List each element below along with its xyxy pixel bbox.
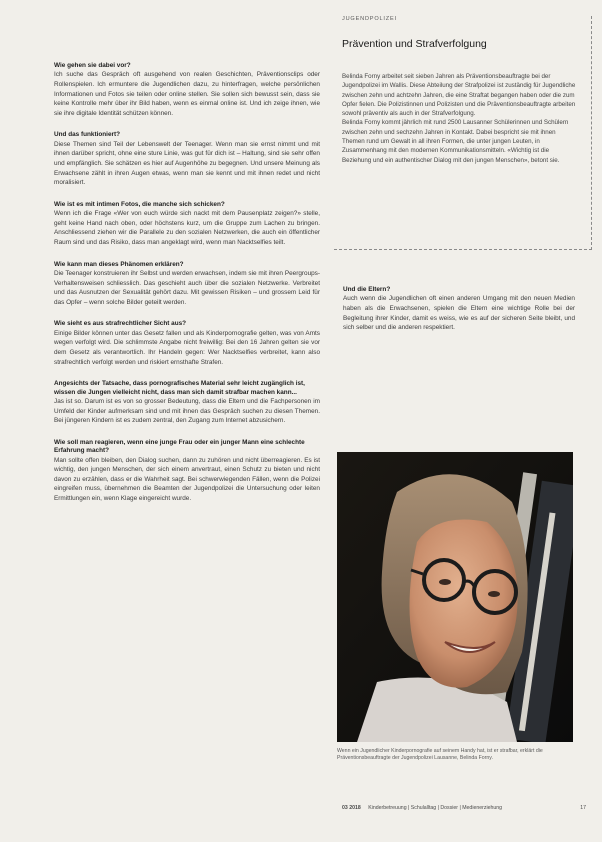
answer: Auch wenn die Jugendlichen oft einen anderen Umgang mit den neuen Medien haben als die Erwachsenen, spielen die Eltern eine wichtige Rolle bei der Begleitung ihrer Kinder, damit es weiss, wie es auf der sicheren Seite bleibt, und sich selber und die anderen respektiert. (343, 295, 575, 332)
interview-block (343, 286, 575, 333)
question: Angesichts der Tatsache, dass pornografisches Material sehr leicht zugänglich ist, wissen die Jungen vielleicht nicht, dass man sich damit strafbar machen kann... (54, 380, 305, 396)
interview-block (54, 320, 320, 367)
box-paragraph: Belinda Forny kommt jährlich mit rund 2500 Lausanner Schülerinnen und Schülern zwischen zehn und sechzehn Jahren in Kontakt. Dabei bespricht sie mit ihnen Themen rund um Gewalt in all ihren Formen, die unter jungen Leuten, in Zusammenhang mit den modernen Kommunikationsmitteln. «Wichtig ist die Beziehung und ein authentischer Dialog mit den jungen Menschen», betont sie. (342, 119, 569, 164)
left-column (54, 62, 320, 516)
answer: Ich suche das Gespräch oft ausgehend von realen Geschichten, Präventionsclips oder Rollenspielen. Ich ermuntere die Jugendlichen dazu, zu hinterfragen, welche persönlichen Informationen und Fotos sie teilen oder online stellen. Sie sollen sich bewusst sein, dass sie keine Kontrolle mehr über ihr Bild haben, wenn es einmal online ist. Und ich zeige ihnen, wie sie ihre digitale Identität schützen können. (54, 71, 320, 117)
question: Wie sieht es aus strafrechtlicher Sicht aus? (54, 320, 187, 328)
info-box (334, 16, 592, 250)
portrait-illustration (337, 452, 573, 742)
photo-caption: Wenn ein Jugendlicher Kinderpornografie auf seinem Handy hat, ist er strafbar, erklärt die Präventionsbeauftragte der Jugendpolizei Lausanne, Belinda Forny. (337, 748, 543, 762)
box-body (342, 72, 578, 165)
question: Wie gehen sie dabei vor? (54, 62, 131, 69)
answer: Man sollte offen bleiben, den Dialog suchen, dann zu zuhören und nicht überreagieren. Es ist wichtig, den jungen Menschen, der sich einem anvertraut, einen Schutz zu bieten und nicht davon zu erzählen, dass er die Wahrheit sagt. Bei schwerwiegenden Fällen, wenn die Polizei eingreifen muss, übernehmen die Beamten der Jugendpolizei die Untersuchung oder leiten Ermittlungen ein, wenn Klage eingereicht wurde. (54, 456, 320, 502)
interview-block (54, 62, 320, 118)
question: Wie ist es mit intimen Fotos, die manche sich schicken? (54, 200, 225, 208)
footer-sections: Kinderbetreuung | Schulalltag | Dossier | Medienerziehung (368, 805, 503, 811)
answer: Diese Themen sind Teil der Lebenswelt der Teenager. Wenn man sie ernst nimmt und mit ihnen darüber spricht, ohne eine sture Linie, was gut für dich ist – Haltung, sind sie sehr offen und empfänglich. Sie schätzen es hier auf Augenhöhe zu begegnen. Und unsere Meinung als Erwachsene zählt in ihren Augen etwas, wenn man sie kennt und mit ihnen redet und nicht moralisiert. (54, 140, 320, 187)
answer: Einige Bilder können unter das Gesetz fallen und als Kinderpornografie gelten, was von Amts wegen verfolgt wird. Die schlimmste Angabe nicht freiwillig: Bei den 16 Jahren gelten sie vor dem Gesetz als verantwortlich. Ihr Handeln gegen: Wer Nacktselfies verbreitet, kann also strafrechtlich verfolgt werden und riskiert ernsthafte Strafen. (54, 329, 320, 366)
question: Wie soll man reagieren, wenn eine junge Frau oder ein junger Mann eine schlechte Erfahrung macht? (54, 438, 305, 455)
answer: Wenn ich die Frage «Wer von euch würde sich nackt mit dem Pausenplatz zeigen?» stelle, geht keine Hand nach oben, oder höchstens kurz, um die Gruppe zum Lachen zu bringen. Anschliessend ziehen wir die Parallele zu den sozialen Netzwerken, die auch ein öffentlicher Raum sind und das Risiko, dass man angeklagt wird, wenn man Nacktselfies teilt. (54, 210, 320, 246)
question: Und das funktioniert? (54, 131, 121, 139)
page-footer (342, 805, 592, 811)
interview-block (54, 380, 320, 426)
box-title: Prävention und Strafverfolgung (342, 38, 487, 50)
answer: Die Teenager konstruieren ihr Selbst und werden erwachsen, indem sie mit ihren Peergroups-Verhaltensweisen schliesslich. Das geschieht auch über die sozialen Netzwerke. Verbreitet und das Ausnutzen der Sexualität gehört dazu. Mit gewissen Risiken – und grossem Leid für das Opfer – wenn solche Bilder geteilt werden. (54, 269, 320, 306)
issue-number: 03 2018 (342, 805, 361, 811)
answer: Jas ist so. Darum ist es von so grosser Bedeutung, dass die Eltern und die Fachpersonen im Umfeld der Kinder aufmerksam sind und mit ihnen das Gespräch suchen zu diesen Themen. Bei jüngeren Kindern ist es zudem zentral, den Zugang zum Internet abzusichern. (54, 397, 320, 425)
interview-block (54, 439, 320, 504)
right-column (343, 286, 575, 346)
interview-block (54, 131, 320, 187)
interview-block (54, 261, 320, 308)
question: Wie kann man dieses Phänomen erklären? (54, 260, 184, 268)
question: Und die Eltern? (343, 286, 391, 293)
portrait-photo (337, 452, 573, 742)
section-tag: JUGENDPOLIZEI (342, 16, 397, 22)
box-paragraph: Belinda Forny arbeitet seit sieben Jahren als Präventionsbeauftragte bei der Jugendpolizei im Wallis. Diese Abteilung der Strafpolizei ist zuständig für Jugendliche zwischen zehn und achtzehn Jahren, die eine Straftat begangen haben oder die zum Opfer fielen. Die Polizistinnen und Polizisten und die Präventionsbeauftragte arbeiten sowohl präventiv als auch in der Strafverfolgung. (342, 73, 576, 118)
interview-block (54, 201, 320, 248)
page-number: 17 (580, 805, 586, 811)
